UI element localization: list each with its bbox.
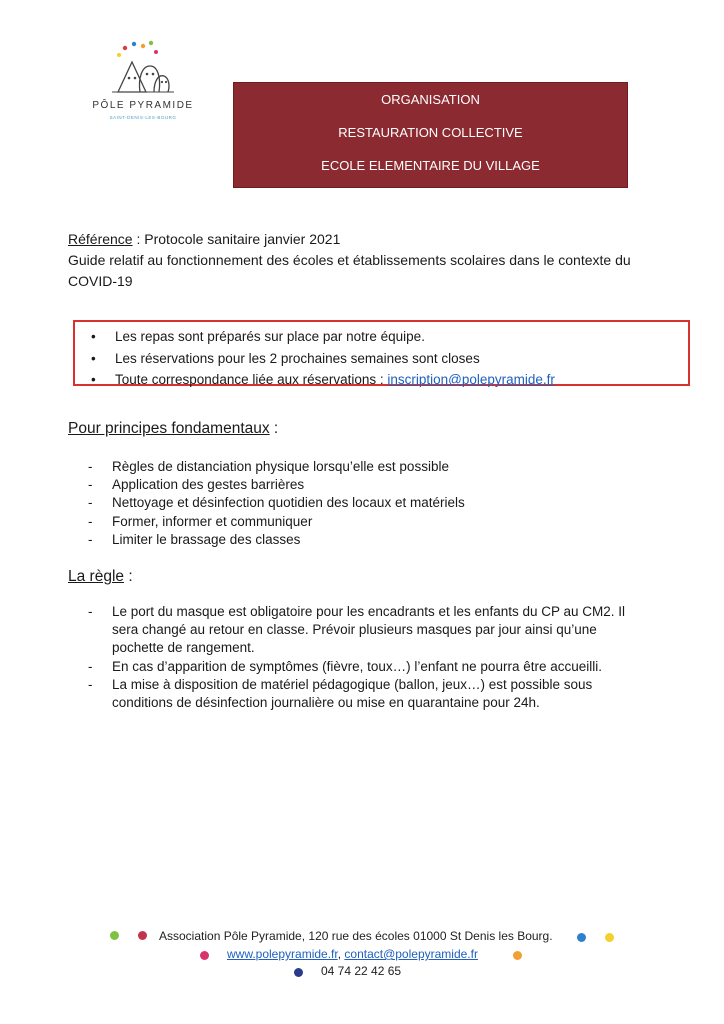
website-link[interactable]: www.polepyramide.fr [227, 947, 338, 961]
rule-text: Le port du masque est obligatoire pour les encadrants et les enfants du CP au CM2. Il sera changé au retour en classe. Prévoir plusieurs masques par jour ainsi qu’une pochette de rangement. [112, 604, 626, 656]
list-item [88, 676, 652, 712]
principles-title [68, 420, 278, 438]
info-item-text: Les repas sont préparés sur place par notre équipe. [115, 329, 425, 344]
reference-guide: Guide relatif au fonctionnement des écoles et établissements scolaires dans le contexte du COVID-19 [68, 252, 631, 289]
principles-title-suffix: : [269, 420, 279, 437]
principle-text: Règles de distanciation physique lorsqu’elle est possible [112, 459, 449, 474]
logo-subtitle: SAINT-DENIS-LES-BOURG [109, 115, 177, 120]
reference-text: : Protocole sanitaire janvier 2021 [132, 231, 341, 247]
principle-text: Former, informer et communiquer [112, 513, 313, 529]
list-item [88, 531, 465, 549]
contact-email-link[interactable]: contact@polepyramide.fr [344, 947, 478, 961]
rule-list [88, 603, 652, 712]
info-item [89, 326, 555, 348]
footer-address: Association Pôle Pyramide, 120 rue des écoles 01000 St Denis les Bourg. [159, 929, 553, 943]
list-item [88, 476, 465, 494]
reference-label: Référence [68, 231, 133, 247]
navy-dot-icon [294, 968, 303, 977]
inscription-email-link[interactable]: inscription@polepyramide.fr [387, 372, 555, 387]
info-list [89, 326, 555, 391]
reference-block [68, 229, 638, 292]
dash-icon: - [88, 604, 93, 619]
pole-pyramide-logo-icon [88, 40, 198, 100]
rule-title-suffix: : [124, 568, 133, 585]
pink-dot-icon [200, 951, 209, 960]
header-banner [233, 82, 628, 188]
list-item [88, 603, 652, 658]
red-dot-icon [138, 931, 147, 940]
dash-icon: - [88, 676, 93, 692]
header-line-ecole: ECOLE ELEMENTAIRE DU VILLAGE [321, 158, 540, 173]
header-line-restauration: RESTAURATION COLLECTIVE [338, 125, 523, 140]
green-dot-icon [110, 931, 119, 940]
dash-icon: - [88, 658, 93, 674]
footer-phone: 04 74 22 42 65 [321, 964, 402, 978]
rule-text: La mise à disposition de matériel pédagogique (ballon, jeux…) est possible sous conditions de désinfection journalière ou mise en quarantaine pour 24h. [112, 676, 593, 711]
yellow-dot-icon [605, 933, 614, 942]
principle-text: Application des gestes barrières [112, 477, 305, 493]
logo [88, 40, 198, 130]
logo-title: PÔLE PYRAMIDE [92, 100, 194, 111]
rule-title-text: La règle [68, 568, 125, 585]
list-item [88, 494, 465, 512]
dash-icon: - [88, 495, 93, 511]
list-item [88, 513, 465, 531]
dash-icon: - [88, 531, 93, 547]
orange-dot-icon [513, 951, 522, 960]
info-item-text: Les réservations pour les 2 prochaines semaines sont closes [115, 350, 480, 366]
info-box [73, 320, 690, 386]
dash-icon: - [88, 513, 93, 529]
principles-list [88, 458, 465, 549]
rule-text: En cas d’apparition de symptômes (fièvre, toux…) l’enfant ne pourra être accueilli. [112, 658, 602, 674]
bullet-icon: • [91, 372, 96, 387]
dash-icon: - [88, 459, 93, 474]
footer-separator: , [337, 947, 345, 961]
footer-links [227, 947, 478, 961]
list-item [88, 458, 465, 476]
blue-dot-icon [577, 933, 586, 942]
bullet-icon: • [91, 329, 96, 344]
rule-title [68, 568, 133, 586]
dash-icon: - [88, 477, 93, 493]
principles-title-text: Pour principes fondamentaux [68, 420, 270, 437]
bullet-icon: • [91, 350, 96, 366]
info-item [89, 348, 555, 370]
header-line-organisation: ORGANISATION [381, 92, 480, 107]
principle-text: Nettoyage et désinfection quotidien des locaux et matériels [112, 495, 465, 511]
principle-text: Limiter le brassage des classes [112, 531, 301, 547]
list-item [88, 658, 652, 676]
info-item-text: Toute correspondance liée aux réservations : [115, 372, 388, 387]
info-item [89, 369, 555, 391]
